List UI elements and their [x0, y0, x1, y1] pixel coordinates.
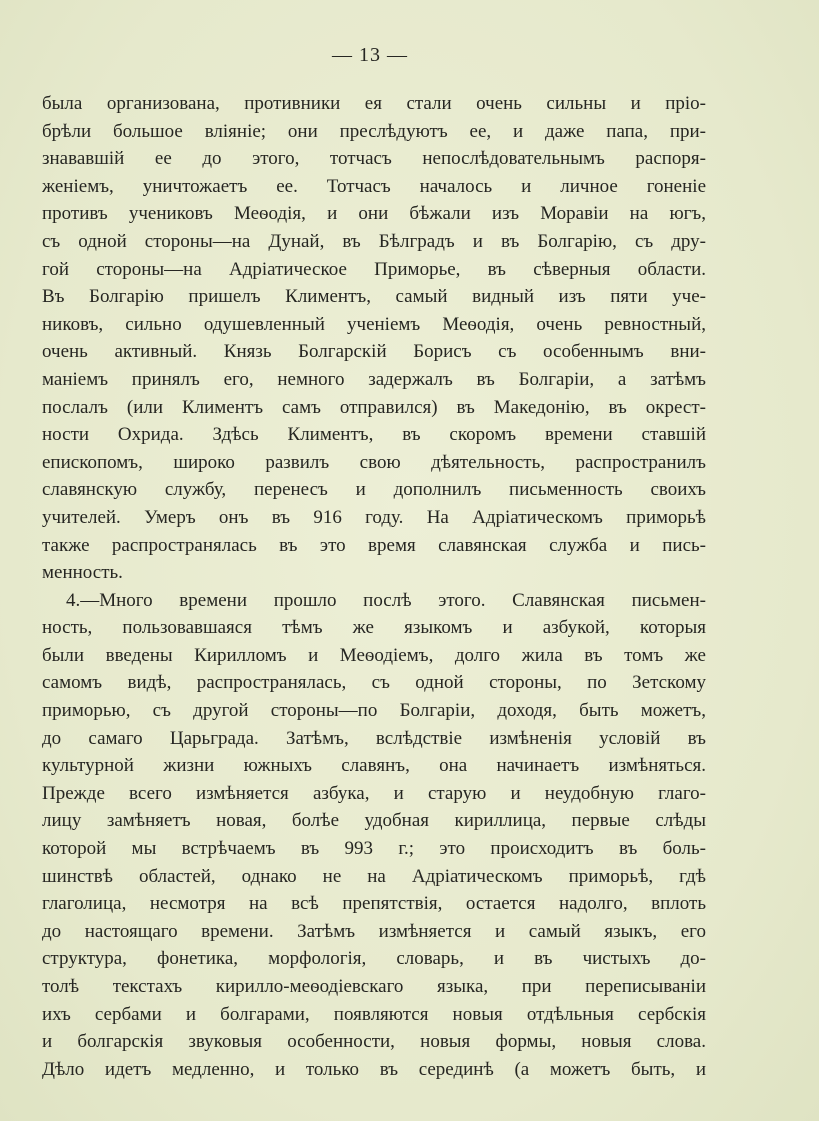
- text-line: были введены Кирилломъ и Меѳодіемъ, долго жила въ томъ же: [42, 644, 706, 666]
- text-line: маніемъ принялъ его, немного задержалъ въ Болгаріи, а затѣмъ: [42, 368, 706, 390]
- text-line: культурной жизни южныхъ славянъ, она начинаетъ измѣняться.: [42, 755, 706, 777]
- text-line: глаголица, несмотря на всѣ препятствія, остается надолго, вплоть: [42, 893, 706, 915]
- text-line: шинствѣ областей, однако не на Адріатическомъ приморьѣ, гдѣ: [42, 865, 706, 887]
- text-line: никовъ, сильно одушевленный ученіемъ Меѳодія, очень ревностный,: [42, 313, 706, 335]
- text-line: епископомъ, широко развилъ свою дѣятельность, распространилъ: [42, 451, 706, 473]
- text-line: лицу замѣняетъ новая, болѣе удобная кириллица, первые слѣды: [42, 810, 706, 832]
- text-line: Дѣло идетъ медленно, и только въ серединѣ (а можетъ быть, и: [42, 1058, 706, 1080]
- page-number: — 13 —: [332, 44, 408, 66]
- text-line: Прежде всего измѣняется азбука, и старую и неудобную глаго-: [42, 782, 706, 804]
- text-line: до настоящаго времени. Затѣмъ измѣняется и самый языкъ, его: [42, 920, 706, 942]
- text-line: съ одной стороны—на Дунай, въ Бѣлградъ и въ Болгарію, съ дру-: [42, 230, 706, 252]
- text-line: была организована, противники ея стали очень сильны и пріо-: [42, 93, 706, 114]
- text-line: 4.—Много времени прошло послѣ этого. Славянская письмен-: [66, 589, 706, 611]
- text-line: также распространялась въ это время славянская служба и пись-: [42, 534, 706, 556]
- text-line: ности Охрида. Здѣсь Климентъ, въ скоромъ времени ставшій: [42, 424, 706, 446]
- text-line: и болгарскія звуковыя особенности, новыя формы, новыя слова.: [42, 1031, 706, 1053]
- text-line: учителей. Умеръ онъ въ 916 году. На Адріатическомъ приморьѣ: [42, 506, 706, 528]
- text-line: ность, пользовавшаяся тѣмъ же языкомъ и азбукой, которыя: [42, 617, 706, 639]
- text-line: самомъ видѣ, распространялась, съ одной стороны, по Зетскому: [42, 672, 706, 694]
- text-line: которой мы встрѣчаемъ въ 993 г.; это происходитъ въ боль-: [42, 838, 706, 860]
- text-line: знававшій ее до этого, тотчасъ непослѣдовательнымъ распоря-: [42, 148, 706, 170]
- text-line: женіемъ, уничтожаетъ ее. Тотчасъ началось и личное гоненіе: [42, 175, 706, 197]
- text-line: до самаго Царьграда. Затѣмъ, вслѣдствіе измѣненія условій въ: [42, 727, 706, 749]
- text-line: противъ учениковъ Меѳодія, и они бѣжали изъ Моравіи на югъ,: [42, 203, 706, 225]
- text-line: толѣ текстахъ кирилло-меѳодіевскаго языка, при переписываніи: [42, 976, 706, 997]
- text-line: гой стороны—на Адріатическое Приморье, въ сѣверныя области.: [42, 258, 706, 280]
- text-line: очень активный. Князь Болгарскій Борисъ съ особеннымъ вни-: [42, 341, 706, 363]
- text-line: приморью, съ другой стороны—по Болгаріи, доходя, быть можетъ,: [42, 700, 706, 722]
- text-line: Въ Болгарію пришелъ Климентъ, самый видный изъ пяти уче-: [42, 286, 706, 308]
- text-line: послалъ (или Климентъ самъ отправился) въ Македонію, въ окрест-: [42, 396, 706, 418]
- text-line: славянскую службу, перенесъ и дополнилъ письменность своихъ: [42, 479, 706, 501]
- text-line: структура, фонетика, морфологія, словарь, и въ чистыхъ до-: [42, 948, 706, 970]
- text-line: менность.: [42, 562, 123, 584]
- text-line: брѣли большое вліяніе; они преслѣдуютъ ее, и даже папа, при-: [42, 120, 706, 142]
- text-line: ихъ сербами и болгарами, появляются новыя отдѣльныя сербскія: [42, 1003, 706, 1025]
- body-text: [42, 90, 706, 1083]
